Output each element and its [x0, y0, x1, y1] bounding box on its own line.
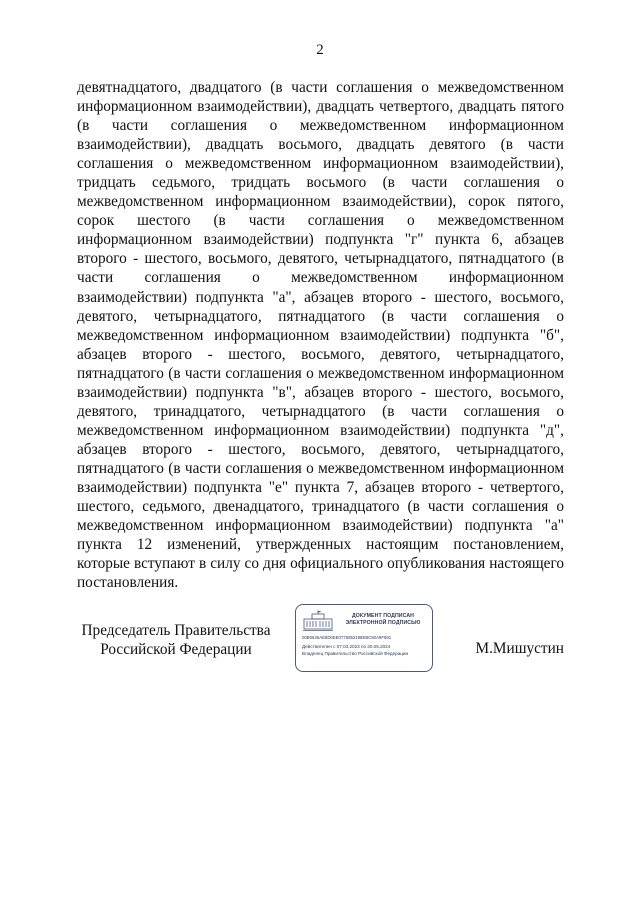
electronic-signature-stamp — [295, 604, 433, 672]
stamp-certificate-number: 00B0636AE8D0EE0775952198EBC80A9F891 — [302, 635, 392, 640]
stamp-title — [336, 613, 430, 626]
stamp-title-line2: ЭЛЕКТРОННОЙ ПОДПИСЬЮ — [345, 619, 421, 626]
signer-position — [72, 621, 280, 659]
stamp-title-line1: ДОКУМЕНТ ПОДПИСАН — [351, 613, 415, 619]
government-building-icon — [302, 610, 334, 632]
stamp-owner: Владелец Правительство Российской Федерации — [302, 650, 409, 656]
stamp-validity: Действителен с 07.03.2023 по 30.05.2024 — [302, 644, 391, 649]
signer-position-line1: Председатель Правительства — [81, 622, 271, 639]
signer-position-line2: Российской Федерации — [100, 641, 252, 658]
body-paragraph: девятнадцатого, двадцатого (в части соглашения о межведомственном информационном взаимодействии), двадцать четвертого, двадцать пятого (в части соглашения о межведомственном информационном взаимодействии), двадцать восьмого, двадцать девятого (в части соглашения о межведомственном информационном взаимодействии), тридцать седьмого, тридцать восьмого (в части соглашения о межведомственном информационном взаимодействии), сорок пятого, сорок шестого (в части соглашения о межведомственном информационном взаимодействии) подпункта "г" пункта 6, абзацев второго - шестого, восьмого, девятого, четырнадцатого, пятнадцатого (в части соглашения о межведомственном информационном взаимодействии) подпункта "а", абзацев второго - шестого, восьмого, девятого, четырнадцатого, пятнадцатого (в части соглашения о межведомственном информационном взаимодействии) подпункта "б", абзацев второго - шестого, восьмого, девятого, четырнадцатого, пятнадцатого (в части соглашения о межведомственном информационном взаимодействии) подпункта "в", абзацев второго - шестого, восьмого, девятого, тринадцатого, четырнадцатого (в части соглашения о межведомственном информационном взаимодействии) подпункта "д", абзацев второго - шестого, восьмого, девятого, четырнадцатого, пятнадцатого (в части соглашения о межведомственном информационном взаимодействии) подпункта "е" пункта 7, абзацев второго - четвертого, шестого, седьмого, двенадцатого, тринадцатого (в части соглашения о межведомственном информационном взаимодействии) подпункта "а" пункта 12 изменений, утвержденных настоящим постановлением, которые вступают в силу со дня официального опубликования настоящего постановления. — [77, 79, 564, 592]
signer-name: М.Мишустин — [475, 640, 564, 657]
page-number: 2 — [316, 42, 324, 58]
